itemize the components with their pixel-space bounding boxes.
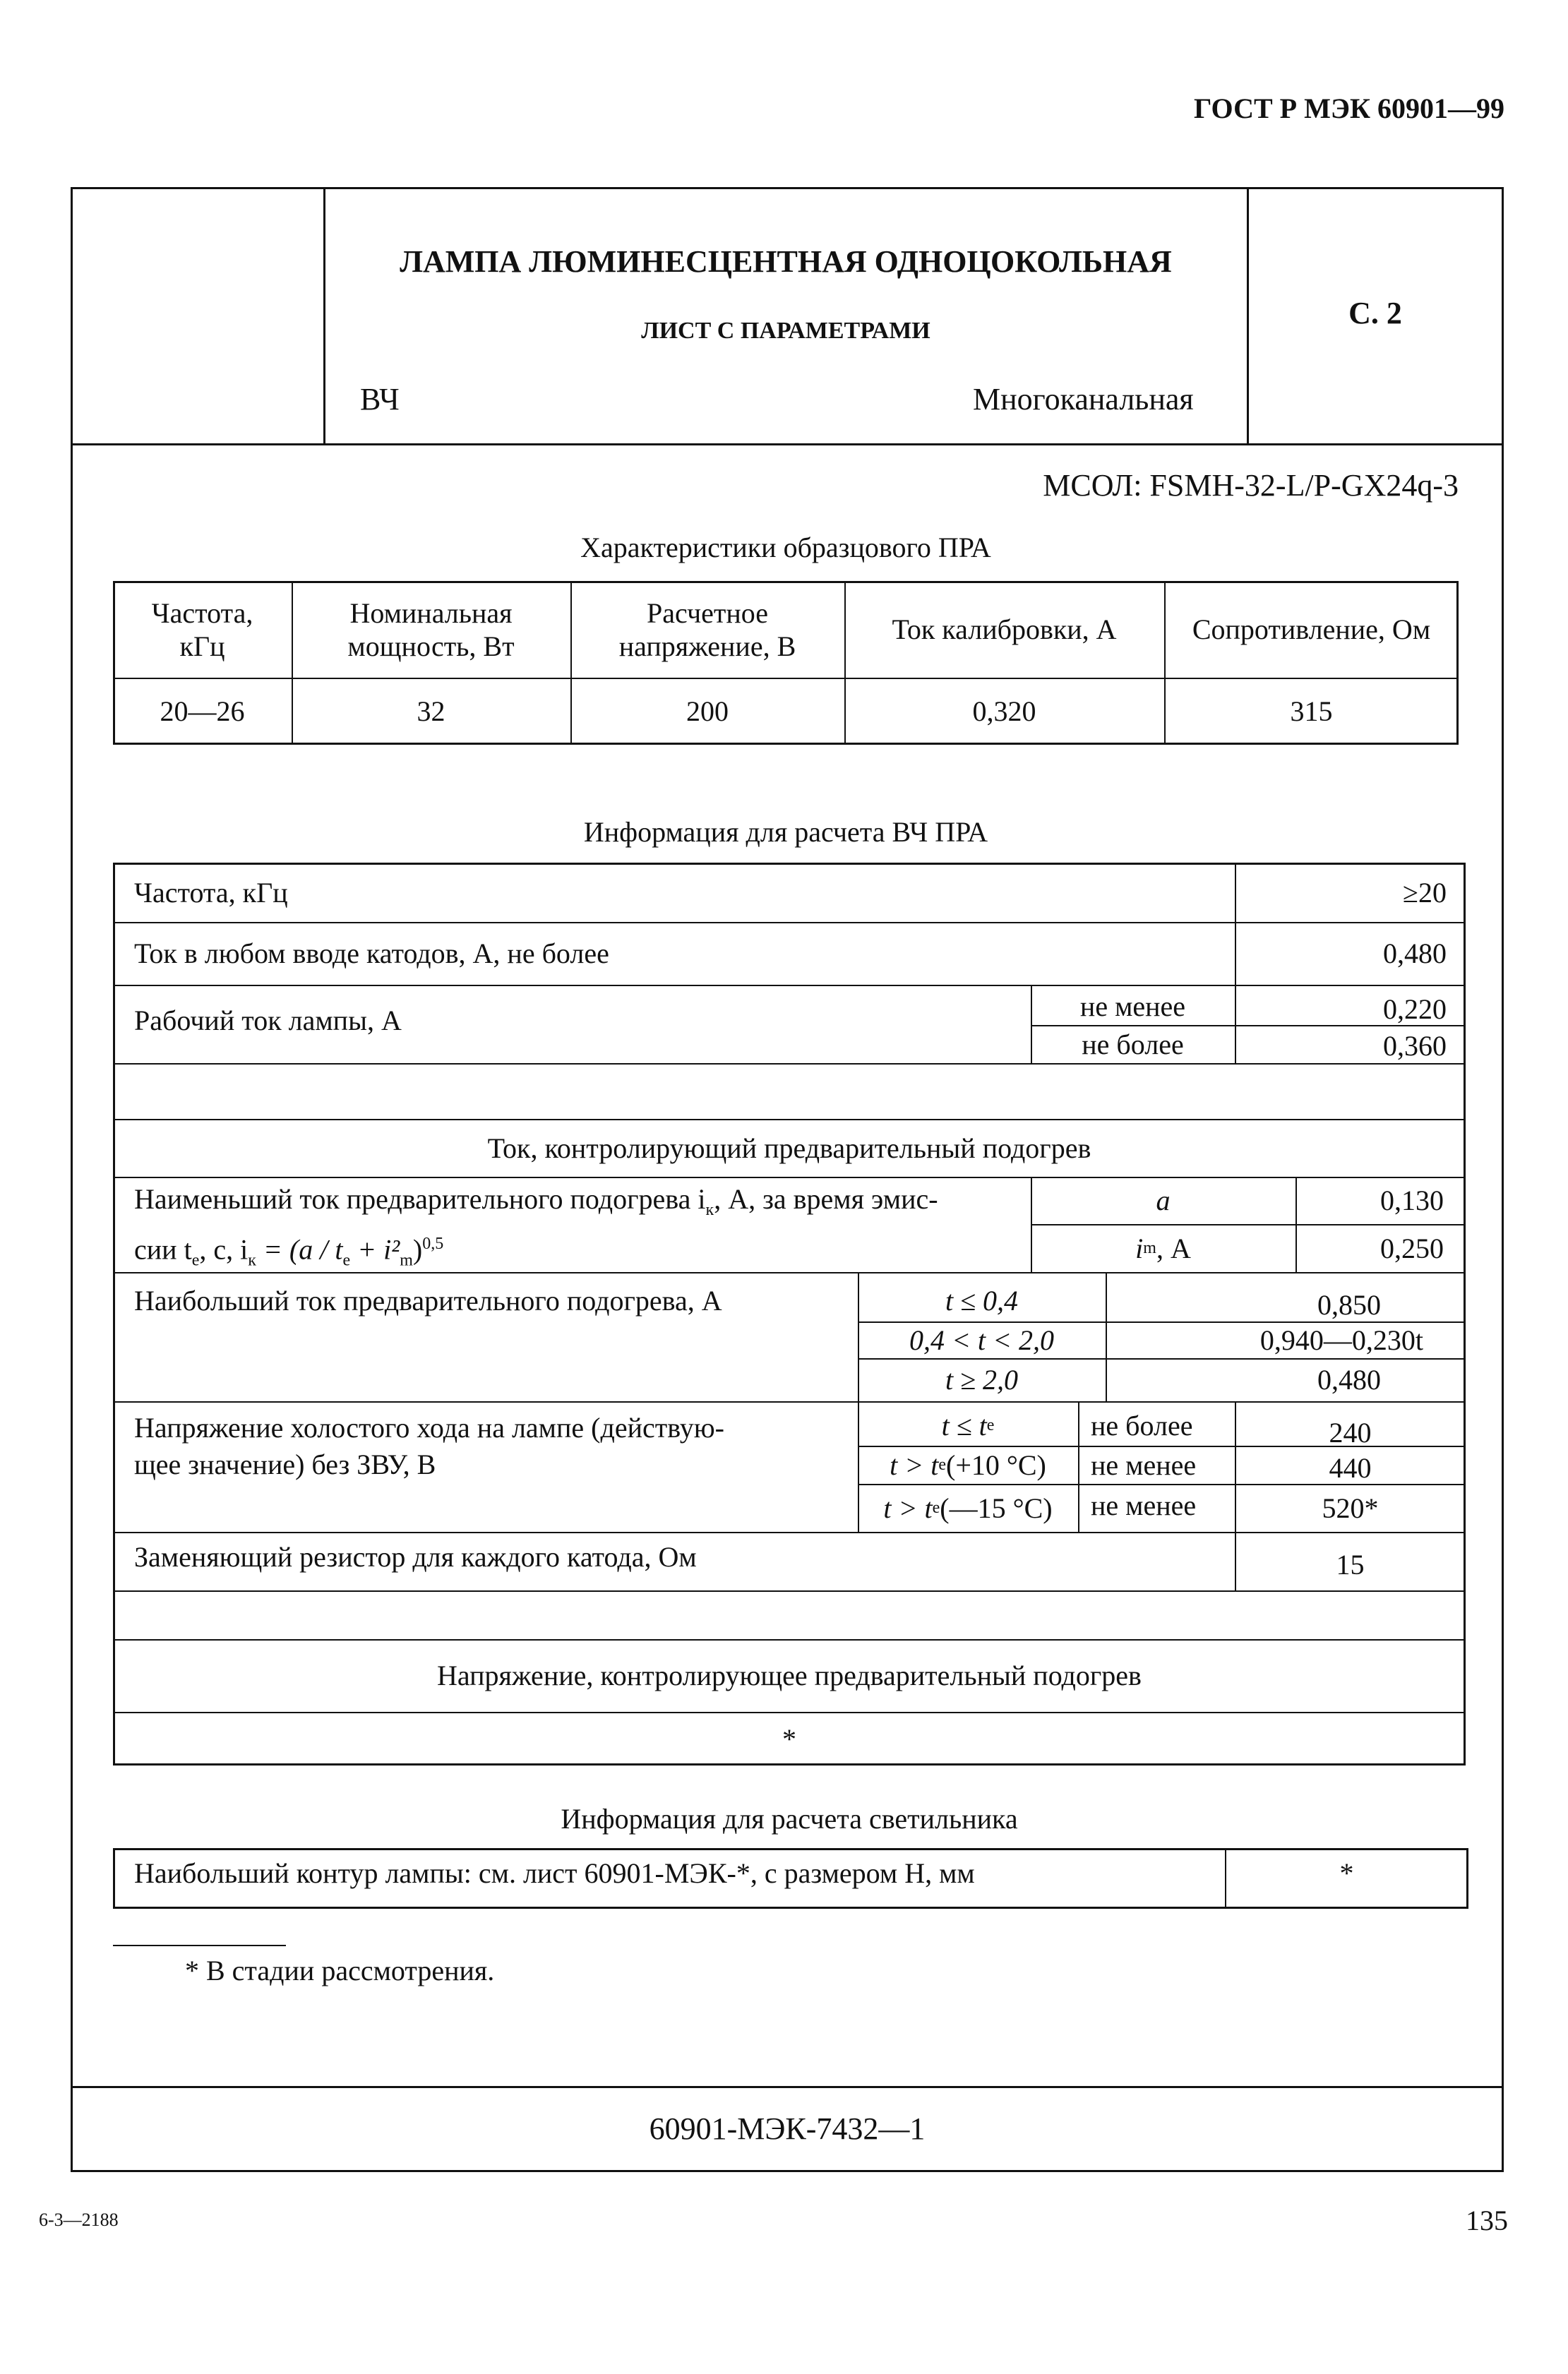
label-sub: m — [400, 1251, 413, 1270]
resistor-label: Заменяющий резистор для каждого катода, Ом — [134, 1540, 697, 1573]
header-line: мощность, Вт — [347, 630, 515, 662]
label-sub: e — [191, 1251, 200, 1270]
cond-text: t ≤ 0,4 — [945, 1284, 1019, 1317]
hf-label: ВЧ — [360, 382, 400, 416]
row-rule — [113, 1590, 1466, 1592]
ballast-header-voltage — [570, 581, 844, 678]
label-text: Напряжение холостого хода на лампе (действую- — [134, 1412, 724, 1444]
label-sub: e — [342, 1251, 351, 1270]
label-text: Наименьший ток предварительного подогрева i — [134, 1183, 706, 1215]
ballast-header-frequency — [113, 581, 292, 678]
label-text: , А, за время эмис- — [714, 1183, 938, 1215]
operating-max-label: не более — [1082, 1028, 1184, 1060]
header-line: кГц — [179, 630, 225, 662]
ocv-value-3: 520* — [1322, 1492, 1379, 1524]
a-label — [1031, 1177, 1295, 1224]
cond-tail: (+10 °C) — [946, 1449, 1046, 1481]
header-line: Сопротивление, Ом — [1192, 613, 1431, 645]
min-preheat-label — [134, 1182, 938, 1277]
ballast-value-resistance: 315 — [1290, 695, 1333, 727]
ballast-value-current: 0,320 — [972, 695, 1036, 727]
preheat-current-heading: Ток, контролирующий предварительный подогрев — [487, 1132, 1091, 1164]
max-preheat-value-2: 0,940—0,230t — [1259, 1324, 1423, 1356]
header-line: Расчетное — [647, 597, 768, 629]
cond-sub: e — [938, 1455, 946, 1474]
cond-tail: (—15 °C) — [940, 1492, 1053, 1524]
ballast-header-current — [844, 581, 1164, 678]
sheet-number: 60901-МЭК-7432—1 — [649, 2111, 926, 2146]
hf-caption: Информация для расчета ВЧ ПРА — [583, 816, 988, 848]
ballast-caption: Характеристики образцового ПРА — [580, 532, 991, 563]
a-symbol: a — [1156, 1185, 1171, 1216]
cond-text: t ≥ 2,0 — [945, 1364, 1019, 1396]
cathode-current-value: 0,480 — [1383, 937, 1447, 969]
label-sub: к — [705, 1201, 714, 1219]
header-line: Частота, — [151, 597, 253, 629]
page-number: 135 — [1466, 2205, 1508, 2236]
standard-code: ГОСТ Р МЭК 60901—99 — [1194, 92, 1504, 124]
ocv-label — [134, 1410, 724, 1483]
max-preheat-cond-3 — [858, 1358, 1106, 1401]
title-bottom-rule — [71, 443, 1504, 445]
multichannel-label: Многоканальная — [973, 382, 1194, 416]
sheet-subtitle: ЛИСТ С ПАРАМЕТРАМИ — [641, 318, 930, 344]
operating-max-value: 0,360 — [1383, 1029, 1447, 1062]
im-value: 0,250 — [1380, 1232, 1444, 1264]
im-unit: , А — [1156, 1232, 1191, 1264]
lamp-code: МСОЛ: FSMH-32-L/P-GX24q-3 — [1043, 468, 1459, 503]
title-divider-left — [323, 187, 325, 444]
footnote-rule — [113, 1945, 286, 1946]
im-sub: m — [1143, 1238, 1156, 1257]
header-line: напряжение, В — [618, 630, 796, 662]
label-text: сии t — [134, 1233, 192, 1266]
header-line: Ток калибровки, А — [892, 613, 1117, 645]
ocv-limit-1: не более — [1091, 1409, 1193, 1441]
label-text: , с, i — [199, 1233, 249, 1266]
footnote: * В стадии рассмотрения. — [185, 1955, 495, 1986]
preheat-voltage-heading: Напряжение, контролирующее предварительный подогрев — [437, 1660, 1142, 1691]
ocv-limit-2: не менее — [1091, 1449, 1197, 1481]
label-sub: к — [248, 1251, 256, 1270]
operating-min-value: 0,220 — [1383, 993, 1447, 1025]
frequency-value: ≥20 — [1403, 876, 1447, 909]
col-rule — [1078, 1401, 1079, 1532]
ballast-value-voltage: 200 — [686, 695, 729, 727]
cathode-current-label: Ток в любом вводе катодов, А, не более — [134, 937, 609, 969]
cond-text: t > t — [883, 1492, 933, 1524]
frequency-label: Частота, кГц — [134, 876, 288, 909]
ballast-value-power: 32 — [417, 695, 445, 727]
sheet-title: ЛАМПА ЛЮМИНЕСЦЕНТНАЯ ОДНОЦОКОЛЬНАЯ — [400, 244, 1172, 279]
row-rule — [113, 1401, 1466, 1403]
contour-value: * — [1339, 1857, 1354, 1889]
operating-current-label: Рабочий ток лампы, А — [134, 1004, 402, 1036]
formula: + i² — [350, 1233, 400, 1266]
label-text: щее значение) без ЗВУ, В — [134, 1449, 436, 1480]
ocv-limit-3: не менее — [1091, 1489, 1197, 1521]
cond-sub: e — [932, 1498, 940, 1517]
cond-text: t ≤ t — [941, 1409, 987, 1441]
page-label: С. 2 — [1348, 296, 1402, 330]
resistor-value: 15 — [1336, 1549, 1365, 1581]
im-symbol: i — [1135, 1232, 1144, 1264]
ocv-cond-2 — [858, 1446, 1078, 1484]
print-code: 6-3—2188 — [39, 2210, 119, 2230]
ocv-cond-1 — [858, 1405, 1078, 1446]
ballast-header-resistance — [1164, 581, 1459, 678]
cond-text: 0,4 < t < 2,0 — [909, 1324, 1055, 1356]
ocv-cond-3 — [858, 1484, 1078, 1532]
header-line: Номинальная — [349, 597, 513, 629]
luminaire-caption: Информация для расчета светильника — [561, 1803, 1018, 1835]
formula-power: 0,5 — [422, 1235, 444, 1253]
max-preheat-value-1: 0,850 — [1317, 1288, 1381, 1321]
max-preheat-cond-2 — [858, 1321, 1106, 1358]
formula: ) — [412, 1233, 423, 1266]
formula: = (a / t — [263, 1233, 343, 1266]
ocv-value-1: 240 — [1329, 1416, 1372, 1449]
operating-min-label: не менее — [1079, 990, 1186, 1022]
contour-label: Наибольший контур лампы: см. лист 60901-МЭК-*, с размером H, мм — [134, 1857, 975, 1889]
sheet-number-rule — [71, 2086, 1504, 2088]
ocv-value-2: 440 — [1329, 1451, 1372, 1484]
preheat-voltage-value: * — [782, 1722, 796, 1755]
max-preheat-cond-1 — [858, 1279, 1106, 1321]
im-label — [1031, 1224, 1295, 1272]
cond-text: t > t — [890, 1449, 939, 1481]
a-value: 0,130 — [1380, 1185, 1444, 1216]
ballast-value-frequency: 20—26 — [160, 695, 245, 727]
cond-sub: e — [986, 1415, 995, 1434]
max-preheat-value-3: 0,480 — [1317, 1364, 1381, 1396]
max-preheat-label: Наибольший ток предварительного подогрева, А — [134, 1284, 722, 1317]
ballast-header-power — [292, 581, 570, 678]
